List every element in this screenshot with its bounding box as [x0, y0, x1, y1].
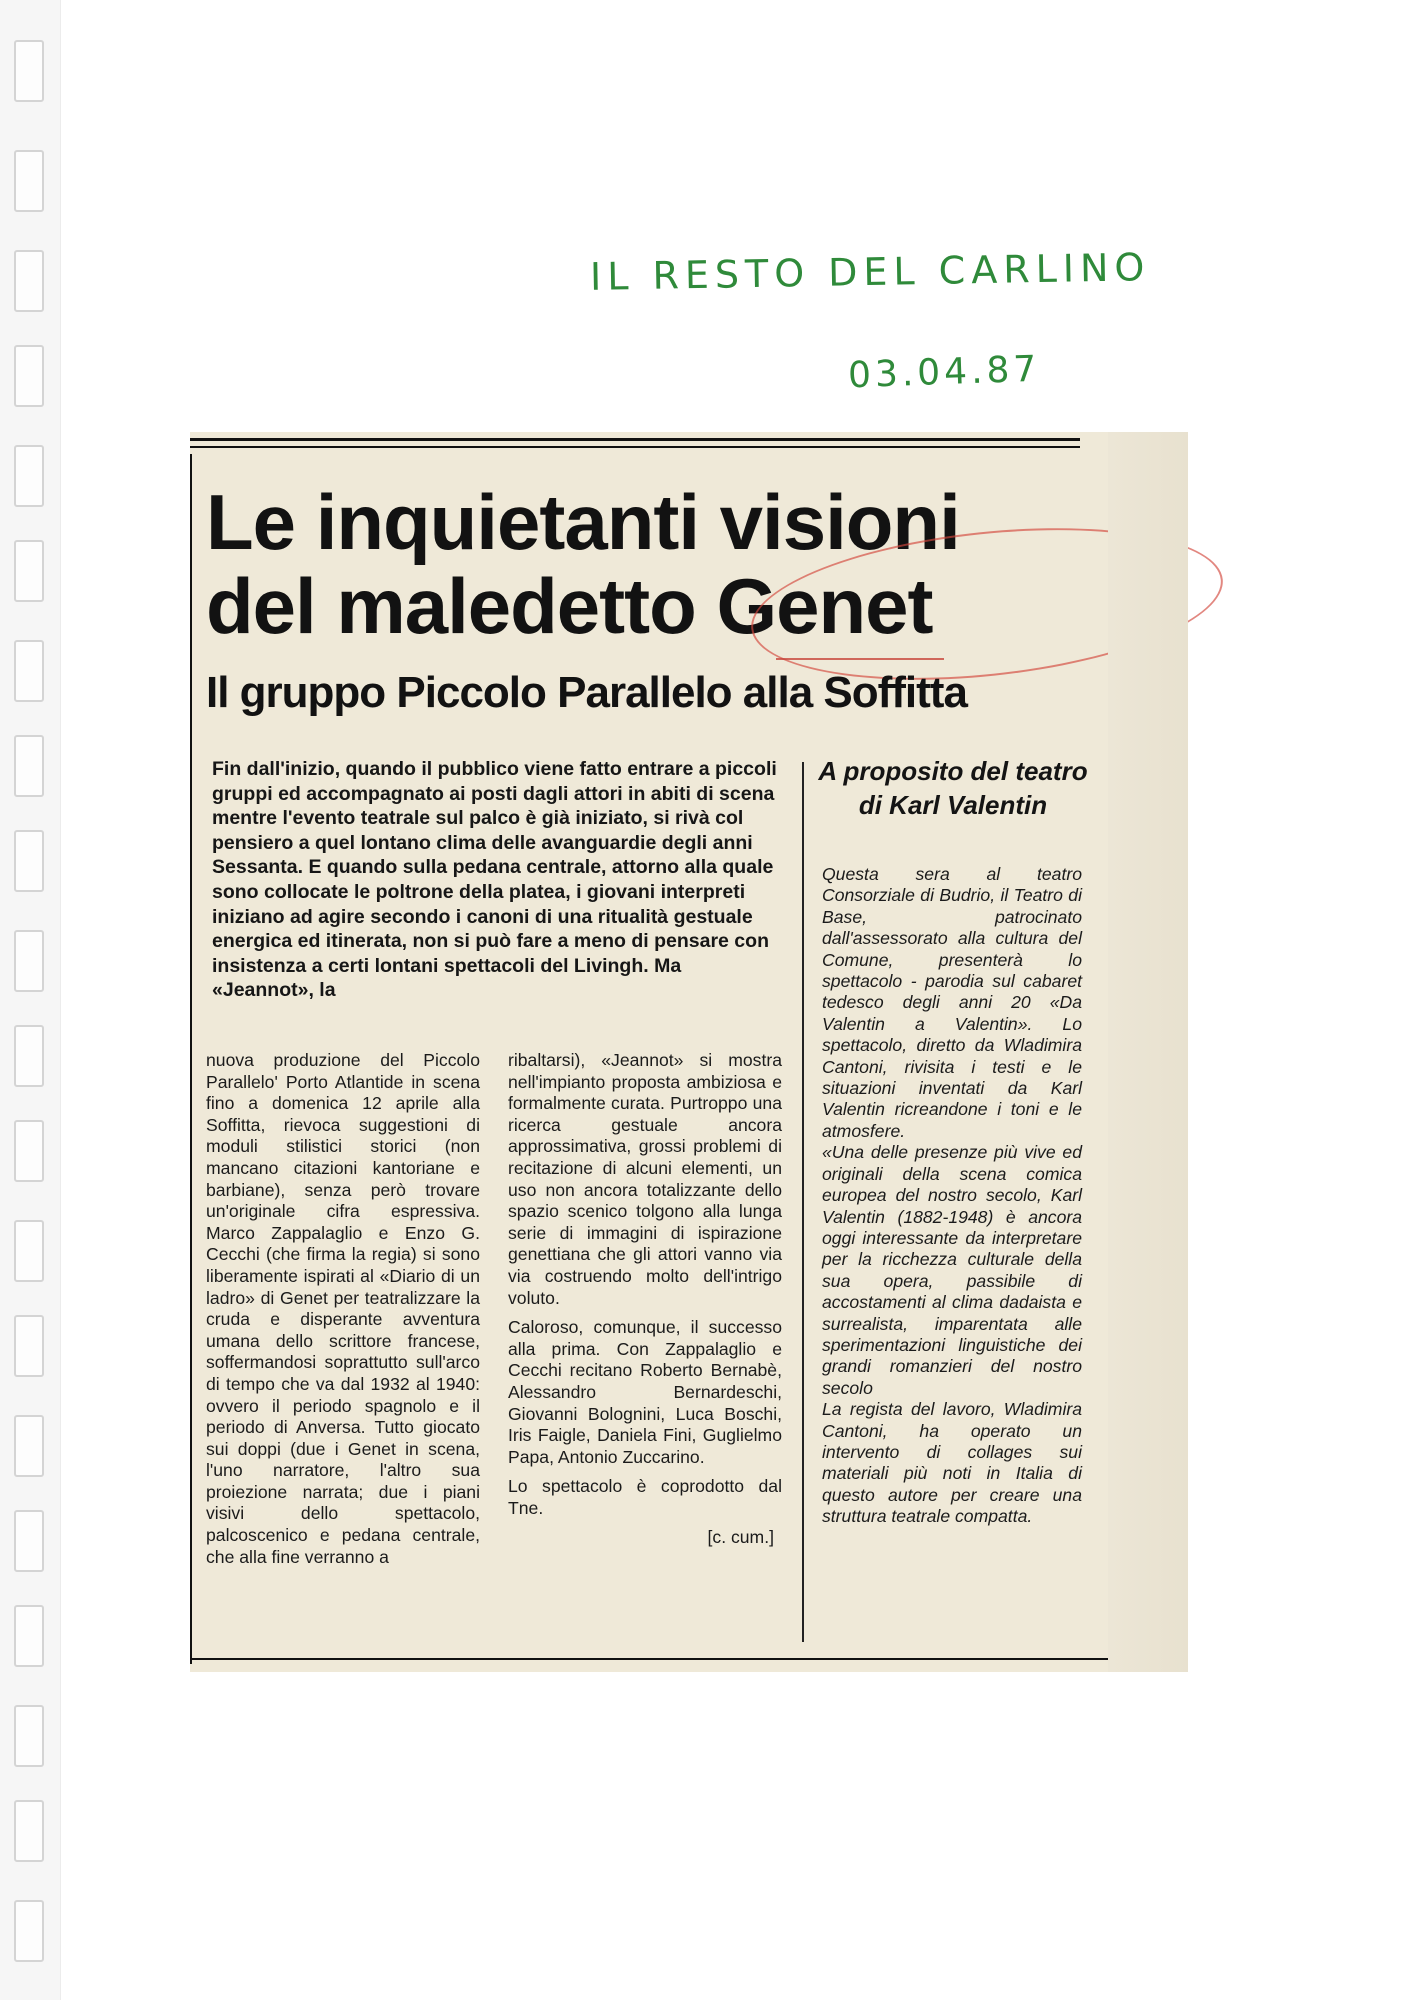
headline-line-2: del maledetto Genet	[206, 562, 933, 650]
top-rule	[190, 438, 1080, 441]
binder-hole	[14, 640, 44, 702]
binder-hole	[14, 40, 44, 102]
body-paragraph: ribaltarsi), «Jeannot» si mostra nell'impianto proposta ambiziosa e formalmente curata. Purtroppo una ricerca gestuale ancora approssimativa, grossi problemi di recitazione di alcuni elementi, un uso non ancora totalizzante dello spazio scenico tolgono alla lunga serie di immagini di ispirazione genettiana che gli attori vanno via via costruendo molto dell'intrigo voluto.	[508, 1050, 782, 1308]
bottom-rule	[190, 1658, 1108, 1660]
binder-hole	[14, 1510, 44, 1572]
body-paragraph: Lo spettacolo è coprodotto dal Tne.	[508, 1476, 782, 1518]
binder-hole	[14, 445, 44, 507]
binder-hole	[14, 540, 44, 602]
binder-hole	[14, 1800, 44, 1862]
binder-strip	[0, 0, 61, 2000]
binder-hole	[14, 830, 44, 892]
left-rule	[190, 454, 192, 1664]
body-paragraph: Caloroso, comunque, il successo alla prima. Con Zappalaglio e Cecchi recitano Roberto Bernabè, Alessandro Bernardeschi, Giovanni Bolognini, Luca Boschi, Iris Faigle, Daniela Fini, Guglielmo Papa, Antonio Zuccarino.	[508, 1317, 782, 1467]
body-column-2	[508, 1050, 782, 1557]
lead-paragraph: Fin dall'inizio, quando il pubblico viene fatto entrare a piccoli gruppi ed accompagnato ai posti dagli attori in abiti di scena mentre l'evento teatrale sul palco è già iniziato, si rivà col pensiero a quel lontano clima delle avanguardie degli anni Sessanta. E quando sulla pedana centrale, attorno alla quale sono collocate le poltrone della platea, i giovani interpreti iniziano ad agire secondo i canoni di una ritualità gestuale energica ed itinerata, non si può fare a meno di pensare con insistenza a certi lontani spettacoli del Livingh. Ma «Jeannot», la	[212, 758, 777, 1002]
sidebar-body	[822, 864, 1082, 1528]
headline-line-1: Le inquietanti visioni	[206, 478, 960, 566]
binder-hole	[14, 150, 44, 212]
binder-hole	[14, 1705, 44, 1767]
binder-hole	[14, 1900, 44, 1962]
binder-hole	[14, 1120, 44, 1182]
newspaper-clipping	[190, 432, 1188, 1672]
sidebar-paragraph: La regista del lavoro, Wladimira Cantoni, ha operato un intervento di collages sui materiali più noti in Italia di questo autore per creare una struttura teatrale compatta.	[822, 1399, 1082, 1527]
subheadline: Il gruppo Piccolo Parallelo alla Soffitta	[206, 668, 967, 717]
red-underline-marking	[776, 658, 944, 660]
column-divider	[802, 762, 804, 1642]
binder-hole	[14, 1415, 44, 1477]
sidebar-paragraph: Questa sera al teatro Consorziale di Budrio, il Teatro di Base, patrocinato dall'assessorato alla cultura del Comune, presenterà lo spettacolo - parodia sul cabaret tedesco degli anni 20 «Da Valentin a Valentin». Lo spettacolo, diretto da Wladimira Cantoni, rivisita i testi e le situazioni inventati da Karl Valentin ricreandone i toni e le atmosfere.	[822, 864, 1082, 1141]
bleed-through-margin	[1108, 432, 1188, 1672]
top-rule-thin	[190, 446, 1080, 448]
sidebar-title: A proposito del teatro di Karl Valentin	[818, 756, 1088, 820]
binder-hole	[14, 1025, 44, 1087]
binder-hole	[14, 1315, 44, 1377]
sidebar-paragraph: «Una delle presenze più vive ed originali della scena comica europea del nostro secolo, Karl Valentin (1882-1948) è ancora oggi interessante da interpretare per la ricchezza culturale della sua opera, passibile di accostamenti al clima dadaista e surrealista, imparentata alle sperimentazioni linguistiche dei grandi romanzieri del nostro secolo	[822, 1142, 1082, 1398]
author-signature: [c. cum.]	[707, 1527, 774, 1548]
handwritten-source: IL RESTO DEL CARLINO	[589, 245, 1151, 299]
binder-hole	[14, 930, 44, 992]
binder-hole	[14, 250, 44, 312]
binder-hole	[14, 1220, 44, 1282]
binder-hole	[14, 735, 44, 797]
binder-hole	[14, 345, 44, 407]
binder-hole	[14, 1605, 44, 1667]
handwritten-date: 03.04.87	[847, 348, 1041, 397]
body-column-1: nuova produzione del Piccolo Parallelo' Porto Atlantide in scena fino a domenica 12 aprile alla Soffitta, rievoca suggestioni di moduli stilistici storici (non mancano citazioni kantoriane e barbiane), senza però trovare un'originale cifra espressiva. Marco Zappalaglio e Enzo G. Cecchi (che firma la regia) si sono liberamente ispirati al «Diario di un ladro» di Genet per teatralizzare la cruda e disperante avventura umana dello scrittore francese, soffermandosi soprattutto sull'arco di tempo che va dal 1932 al 1940: ovvero il periodo spagnolo e il periodo di Anversa. Tutto giocato sui doppi (due i Genet in scena, l'uno narratore, l'altro sua proiezione narrata; due i piani visivi dello spettacolo, palcoscenico e pedana centrale, che alla fine verranno a	[206, 1050, 480, 1567]
